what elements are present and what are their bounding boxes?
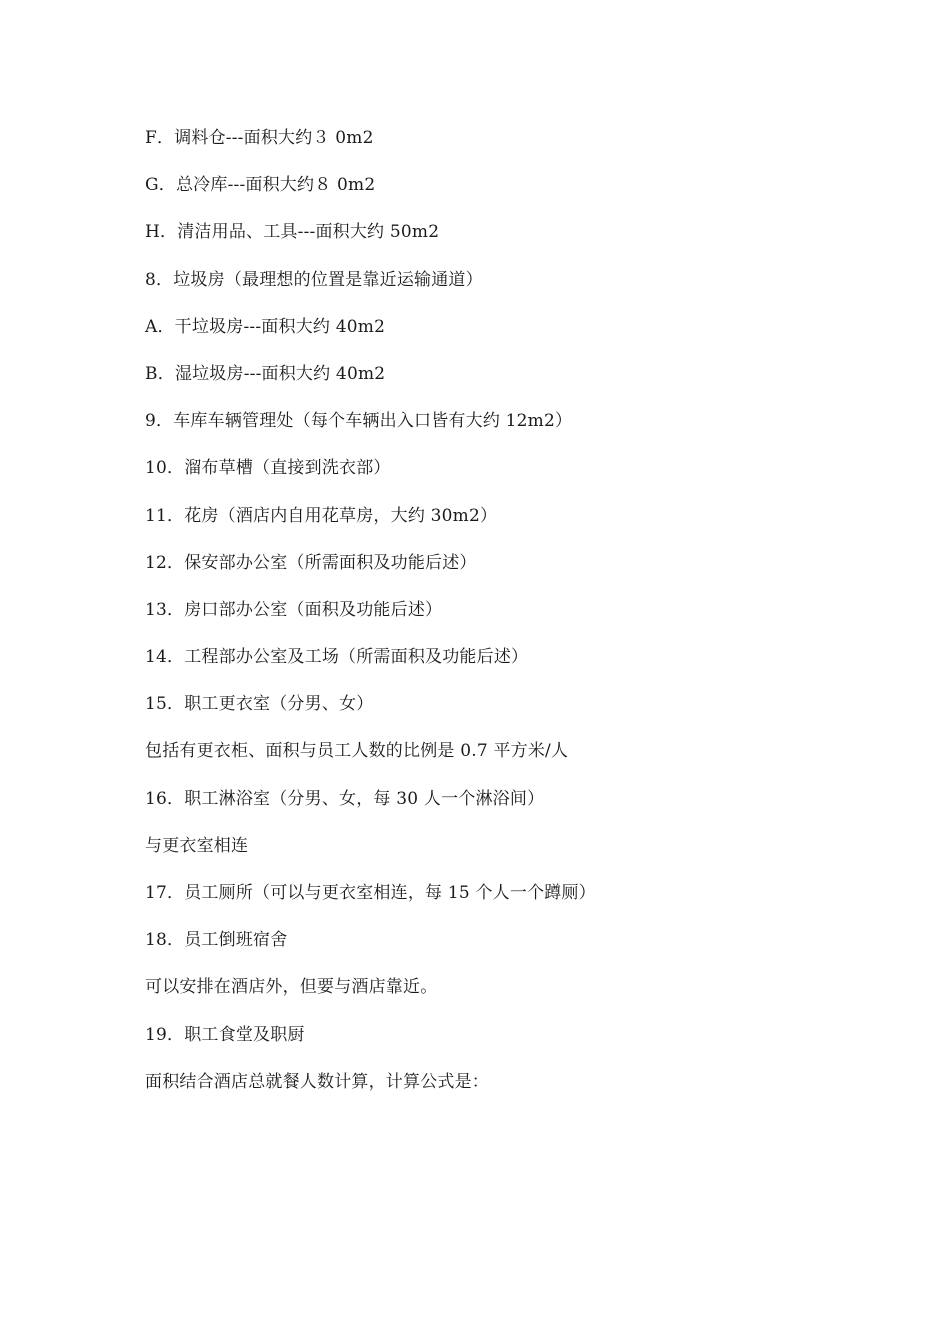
text-line: 15．职工更衣室（分男、女） (145, 694, 374, 715)
text-line: A．干垃圾房---面积大约 40m2 (145, 316, 386, 337)
text-line: 包括有更衣柜、面积与员工人数的比例是 0.7 平方米/人 (145, 741, 569, 762)
text-line: 9．车库车辆管理处（每个车辆出入口皆有大约 12m2） (145, 411, 573, 432)
text-line: 16．职工淋浴室（分男、女，每 30 人一个淋浴间） (145, 788, 545, 809)
text-line: 可以安排在酒店外，但要与酒店靠近。 (145, 977, 438, 998)
document-body (145, 124, 905, 1115)
text-line: B．湿垃圾房---面积大约 40m2 (145, 363, 386, 384)
text-line: 17．员工厕所（可以与更衣室相连，每 15 个人一个蹲厕） (145, 883, 596, 903)
text-line: 19．职工食堂及职厨 (145, 1024, 305, 1045)
text-line: 与更衣室相连 (145, 835, 249, 856)
text-line: 13．房口部办公室（面积及功能后述） (145, 599, 443, 620)
text-line: 18．员工倒班宿舍 (145, 930, 288, 951)
text-line: 8．垃圾房（最理想的位置是靠近运输通道） (145, 269, 483, 290)
text-line: 12．保安部办公室（所需面积及功能后述） (145, 552, 477, 573)
text-line: 10．溜布草槽（直接到洗衣部） (145, 458, 391, 479)
text-line: G．总冷库---面积大约８ 0m2 (145, 175, 376, 196)
text-line: H．清洁用品、工具---面积大约 50m2 (145, 222, 440, 243)
text-line: F．调料仓---面积大约３ 0m2 (145, 128, 374, 148)
text-line: 11．花房（酒店内自用花草房，大约 30m2） (145, 505, 498, 526)
text-line: 14．工程部办公室及工场（所需面积及功能后述） (145, 647, 529, 668)
text-line: 面积结合酒店总就餐人数计算，计算公式是： (145, 1071, 489, 1092)
